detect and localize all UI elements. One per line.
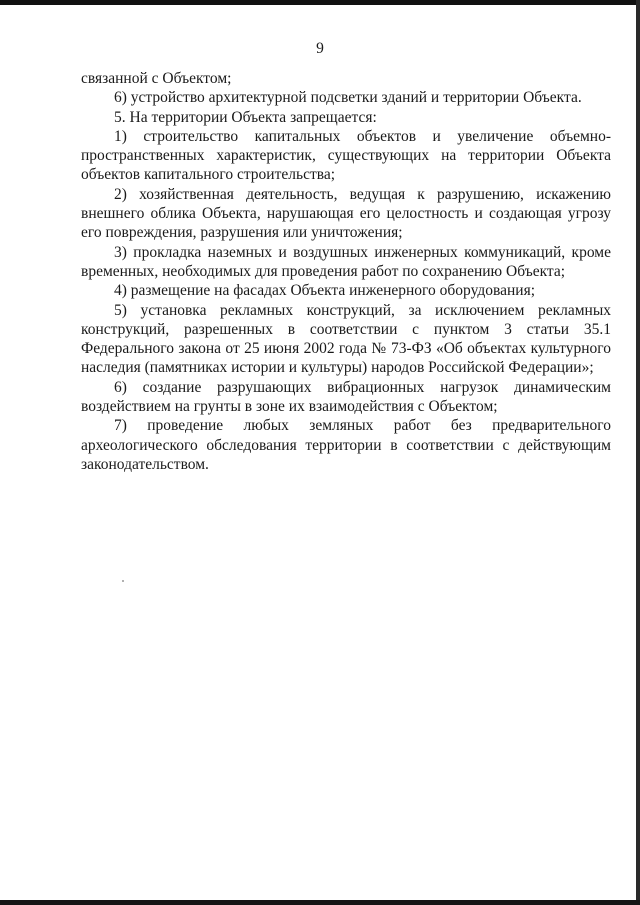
- document-body: [81, 69, 611, 474]
- paragraph-item-7-earthworks: 7) проведение любых земляных работ без предварительного археологического обследования территории в соответствии с действующим законодательством.: [81, 417, 611, 473]
- paragraph-item-3-communications: 3) прокладка наземных и воздушных инженерных коммуникаций, кроме временных, необходимых для проведения работ по сохранению Объекта;: [81, 243, 611, 280]
- paragraph-item-2-economic-activity: 2) хозяйственная деятельность, ведущая к разрушению, искажению внешнего облика Объекта, нарушающая его целостность и создающая угрозу его повреждения, разрушения или уничтожения;: [81, 185, 611, 242]
- paragraph-item-4-facade-equipment: 4) размещение на фасадах Объекта инженерного оборудования;: [114, 282, 536, 300]
- scan-right-edge: [636, 0, 640, 905]
- paragraph-item-5-advertising: 5) установка рекламных конструкций, за исключением рекламных конструкций, разрешенных в соответствии с пунктом 3 статьи 35.1 Федерального закона от 25 июня 2002 года № 73-ФЗ «Об объектах культурного наследия (памятниках истории и культуры) народов Российской Федерации»;: [81, 301, 611, 377]
- paragraph-section-5-heading: 5. На территории Объекта запрещается:: [114, 108, 377, 126]
- page-number: 9: [316, 40, 324, 57]
- paragraph-continuation: связанной с Объектом;: [81, 70, 232, 87]
- paragraph-item-6-vibration: 6) создание разрушающих вибрационных нагрузок динамическим воздействием на грунты в зоне их взаимодействия с Объектом;: [81, 378, 611, 416]
- paragraph-item-6-lighting: 6) устройство архитектурной подсветки зданий и территории Объекта.: [114, 89, 582, 107]
- scan-speck: [122, 580, 124, 582]
- scan-top-edge: [0, 0, 640, 5]
- paragraph-item-1-construction: 1) строительство капитальных объектов и увеличение объемно-пространственных характеристик, существующих на территории Объекта объектов капитального строительства;: [81, 127, 611, 184]
- scan-bottom-edge: [0, 900, 640, 905]
